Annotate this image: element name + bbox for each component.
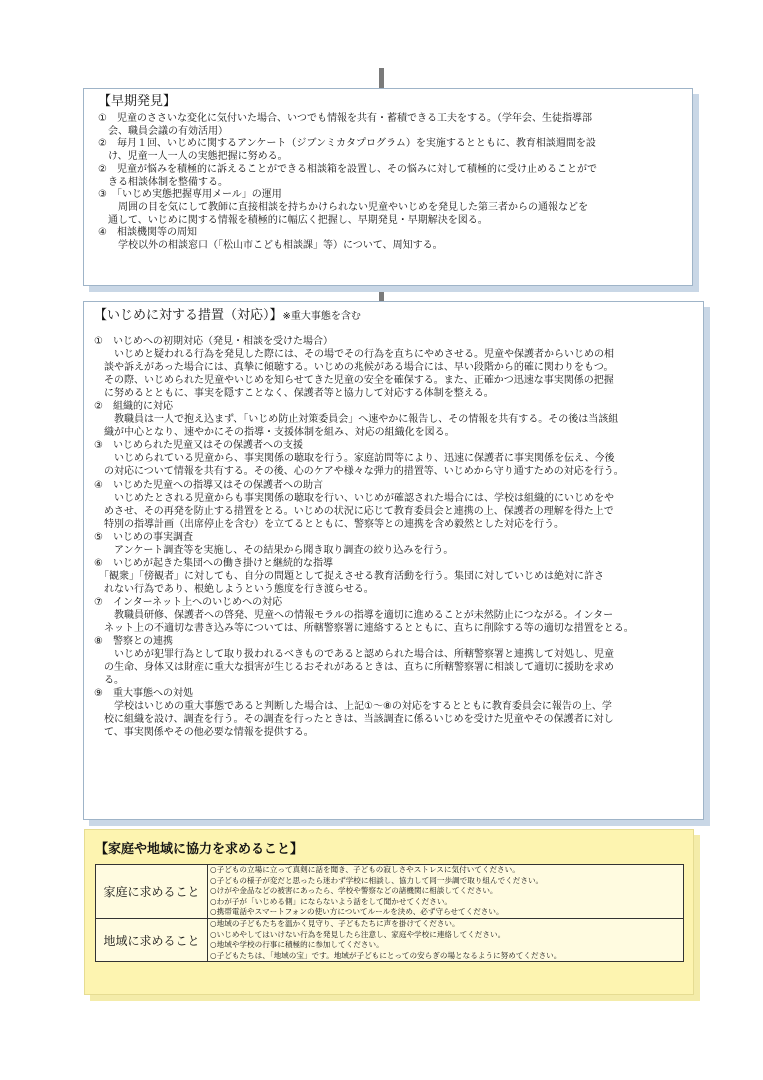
item-text-line: いじめと疑われる行為を発見した際には、その場でその行為を直ちにやめさせる。児童や保護者からいじめの相	[94, 349, 614, 361]
list-item	[98, 138, 682, 163]
list-item	[94, 596, 693, 635]
list-item	[94, 687, 693, 739]
list-item	[98, 164, 682, 189]
response-title-note: ※重大事態を含む	[282, 311, 361, 322]
list-item	[98, 113, 682, 138]
request-line: ○いじめやしてはいけない行為を発見したら注意し、家庭や学校に連絡してください。	[210, 929, 506, 939]
item-text-line: ③ 「いじめ実態把握専用メール」の運用	[98, 189, 282, 201]
item-text-line: 特別の指導計画（出席停止を含む）を立てるとともに、警察等との連携を含め毅然とした対応を行う。	[94, 518, 564, 530]
item-text-line: ⑥ いじめが起きた集団への働き掛けと継続的な指導	[94, 557, 333, 569]
early-detection-title: 【早期発見】	[98, 94, 177, 109]
item-text-line: いじめが犯罪行為として取り扱われるべきものであると認められた場合は、所轄警察署と連携して対処し、児童	[94, 649, 614, 661]
list-item	[94, 400, 693, 439]
response-panel	[83, 301, 704, 820]
item-text-line: ② 毎月１回、いじめに関するアンケート（ジブンミカタプログラム）を実施するとともに、教育相談週間を設	[98, 138, 596, 150]
item-text-line: いじめたとされる児童からも事実関係の聴取を行い、いじめが確認された場合には、学校は組織的にいじめをや	[94, 492, 614, 504]
request-line: ○けがや金品などの被害にあったら、学校や警察などの諸機関に相談してください。	[210, 886, 498, 896]
item-text-line: ② 組織的に対応	[94, 401, 173, 413]
request-line: ○携帯電話やスマートフォンの使い方についてルールを決め、必ず守らせてください。	[210, 907, 504, 917]
item-text-line: めさせ、その再発を防止する措置をとる。いじめの状況に応じて教育委員会と連携の上、保護者の理解を得た上で	[94, 505, 614, 517]
early-detection-panel	[83, 88, 693, 286]
row-lines	[208, 865, 684, 919]
item-text-line: 会、職員会議の有効活用）	[98, 125, 228, 137]
list-item	[94, 531, 693, 557]
list-item	[94, 635, 693, 687]
item-text-line: ネット上の不適切な書き込み等については、所轄警察署に連絡するとともに、直ちに削除する等の適切な措置をとる。	[94, 623, 634, 635]
item-text-line: いじめられている児童から、事実関係の聴取を行う。家庭訪問等により、迅速に保護者に事実関係を伝え、今後	[94, 453, 615, 465]
item-text-line: ⑧ 警察との連携	[94, 636, 173, 648]
request-line: ○地域の子どもたちを温かく見守り、子どもたちに声を掛けてください。	[210, 918, 460, 928]
list-item	[98, 189, 682, 227]
list-item	[98, 227, 682, 252]
middle-connector	[379, 286, 384, 301]
request-line: ○わが子が「いじめる側」にならないよう話をして聞かせてください。	[210, 896, 453, 906]
item-text-line: 周囲の目を気にして教師に直接相談を持ちかけられない児童やいじめを発見した第三者からの通報などを	[98, 201, 588, 213]
item-text-line: ③ いじめられた児童又はその保護者への支援	[94, 440, 303, 452]
table-row	[96, 918, 684, 961]
response-title-row	[94, 308, 693, 325]
row-label: 家庭に求めること	[96, 865, 208, 919]
request-line: ○子どもたちは、「地域の宝」です。地域が子どもにとっての安らぎの場となるように努めてください。	[210, 950, 562, 960]
item-text-line: ④ 相談機関等の周知	[98, 227, 197, 239]
cooperation-table	[95, 864, 684, 962]
table-row	[96, 865, 684, 919]
item-text-line: れない行為であり、根絶しようという態度を行き渡らせる。	[94, 583, 374, 595]
item-text-line: 「観衆」「傍観者」に対しても、自分の問題として捉えさせる教育活動を行う。集団に対していじめは絶対に許さ	[94, 570, 604, 582]
early-detection-list	[98, 113, 682, 253]
item-text-line: ① いじめへの初期対応（発見・相談を受けた場合）	[94, 336, 333, 347]
row-lines	[208, 918, 684, 961]
item-text-line: 談や訴えがあった場合には、真摯に傾聴する。いじめの兆候がある場合には、早い段階から的確に関わりをもつ。	[94, 362, 614, 374]
item-text-line: 校に組織を設け、調査を行う。その調査を行ったときは、当該調査に係るいじめを受けた児童やその保護者に対し	[94, 714, 614, 726]
item-text-line: 学校はいじめの重大事態であると判断した場合は、上記①～⑧の対応をするとともに教育委員会に報告の上、学	[94, 701, 612, 713]
response-title: 【いじめに対する措置（対応）】	[94, 308, 283, 323]
cooperation-panel	[84, 829, 694, 995]
item-text-line: アンケート調査等を実施し、その結果から聞き取り調査の絞り込みを行う。	[94, 544, 454, 556]
cooperation-title: 【家庭や地域に協力を求めること】	[95, 842, 304, 857]
item-text-line: その際、いじめられた児童やいじめを知らせてきた児童の安全を確保する。また、正確かつ迅速な事実関係の把握	[94, 375, 614, 387]
list-item	[94, 335, 693, 400]
row-label: 地域に求めること	[96, 918, 208, 961]
item-text-line: に努めるとともに、事実を隠すことなく、保護者等と協力して対応する体制を整える。	[94, 388, 494, 400]
item-text-line: 教職員は一人で抱え込まず、「いじめ防止対策委員会」へ速やかに報告し、その情報を共有する。その後は当該組	[94, 414, 619, 426]
item-text-line: きる相談体制を整備する。	[98, 176, 228, 188]
item-text-line: け、児童一人一人の実態把握に努める。	[98, 151, 288, 163]
item-text-line: ② 児童が悩みを積極的に訴えることができる相談箱を設置し、その悩みに対して積極的に受け止めることがで	[98, 163, 597, 175]
list-item	[94, 439, 693, 478]
item-text-line: ⑨ 重大事態への対処	[94, 688, 193, 700]
item-text-line: ① 児童のささいな変化に気付いた場合、いつでも情報を共有・蓄積できる工夫をする。（学年会、生徒指導部	[98, 113, 592, 124]
item-text-line: の対応について情報を共有する。その後、心のケアや様々な弾力的措置等、いじめから守り通すための対応を行う。	[94, 466, 624, 478]
list-item	[94, 557, 693, 596]
item-text-line: て、事実関係やその他必要な情報を提供する。	[94, 727, 314, 739]
list-item	[94, 479, 693, 531]
item-text-line: る。	[94, 675, 124, 687]
response-list	[94, 335, 693, 739]
request-line: ○子どもの立場に立って真剣に話を聞き、子どもの寂しさやストレスに気付いてください。	[210, 865, 520, 874]
item-text-line: 教職員研修、保護者への啓発、児童への情報モラルの指導を適切に進めることが未然防止につながる。インター	[94, 609, 614, 621]
item-text-line: 織が中心となり、速やかにその指導・支援体制を組み、対応の組織化を図る。	[94, 427, 455, 439]
request-line: ○地域や学校の行事に積極的に参加してください。	[210, 940, 384, 950]
top-connector	[379, 68, 384, 88]
item-text-line: 通して、いじめに関する情報を積極的に幅広く把握し、早期発見・早期解決を図る。	[98, 214, 488, 226]
item-text-line: の生命、身体又は財産に重大な損害が生じるおそれがあるときは、直ちに所轄警察署に相談して適切に援助を求め	[94, 662, 614, 674]
item-text-line: 学校以外の相談窓口（「松山市こども相談課」等）について、周知する。	[98, 240, 443, 252]
item-text-line: ⑤ いじめの事実調査	[94, 531, 193, 543]
item-text-line: ④ いじめた児童への指導又はその保護者への助言	[94, 479, 323, 491]
item-text-line: ⑦ インターネット上へのいじめへの対応	[94, 596, 283, 608]
request-line: ○子どもの様子が変だと思ったら迷わず学校に相談し、協力して同一歩調で取り組んでください。	[210, 875, 544, 885]
